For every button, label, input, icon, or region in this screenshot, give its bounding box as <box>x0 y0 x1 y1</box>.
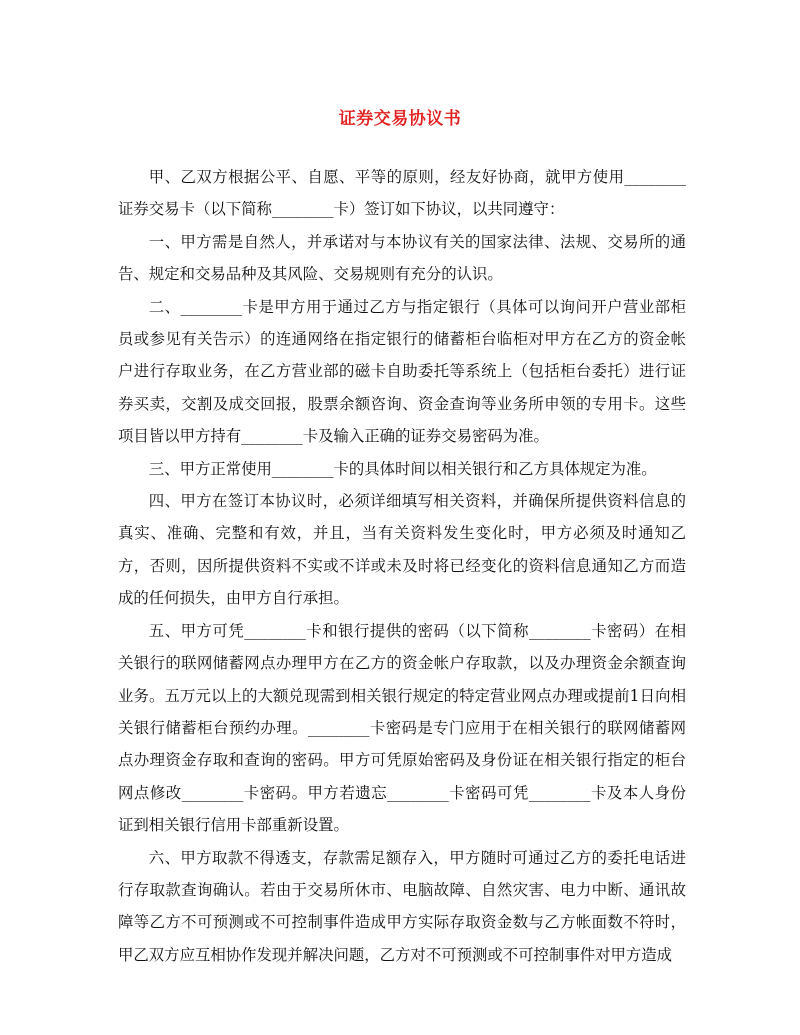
paragraph-clause-4: 四、甲方在签订本协议时，必须详细填写相关资料，并确保所提供资料信息的真实、准确、完整和有效，并且，当有关资料发生变化时，甲方必须及时通知乙方，否则，因所提供资料不实或不详或未及时将已经变化的资料信息通知乙方而造成的任何损失，由甲方自行承担。 <box>118 492 686 608</box>
paragraph-intro: 甲、乙双方根据公平、自愿、平等的原则，经友好协商，就甲方使用________证券交易卡（以下简称________卡）签订如下协议，以共同遵守： <box>118 168 686 219</box>
document-body <box>118 161 686 971</box>
paragraph-clause-6: 六、甲方取款不得透支，存款需足额存入，甲方随时可通过乙方的委托电话进行存取款查询确认。若由于交易所休市、电脑故障、自然灾害、电力中断、通讯故障等乙方不可预测或不可控制事件造成甲方实际存取资金数与乙方帐面数不符时，甲乙双方应互相协作发现并解决问题，乙方对不可预测或不可控制事件对甲方造成 <box>118 848 686 964</box>
document-title: 证券交易协议书 <box>338 109 462 129</box>
paragraph-clause-1: 一、甲方需是自然人，并承诺对与本协议有关的国家法律、法规、交易所的通告、规定和交易品种及其风险、交易规则有充分的认识。 <box>118 232 686 284</box>
paragraph-clause-5: 五、甲方可凭________卡和银行提供的密码（以下简称________卡密码）在相关银行的联网储蓄网点办理甲方在乙方的资金帐户存取款，以及办理资金余额查询业务。五万元以上的大额兑现需到相关银行规定的特定营业网点办理或提前1日向相关银行储蓄柜台预约办理。________卡密码是专门应用于在相关银行的联网储蓄网点办理资金存取和查询的密码。甲方可凭原始密码及身份证在相关银行指定的柜台网点修改________卡密码。甲方若遗忘________卡密码可凭________卡及本人身份证到相关银行信用卡部重新设置。 <box>118 621 686 835</box>
paragraph-clause-2: 二、________卡是甲方用于通过乙方与指定银行（具体可以询问开户营业部柜员或参见有关告示）的连通网络在指定银行的储蓄柜台临柜对甲方在乙方的资金帐户进行存取业务，在乙方营业部的磁卡自助委托等系统上（包括柜台委托）进行证券买卖，交割及成交回报，股票余额咨询、资金查询等业务所申领的专用卡。这些项目皆以甲方持有________卡及输入正确的证券交易密码为准。 <box>118 297 686 446</box>
paragraph-clause-3: 三、甲方正常使用________卡的具体时间以相关银行和乙方具体规定为准。 <box>148 459 657 478</box>
